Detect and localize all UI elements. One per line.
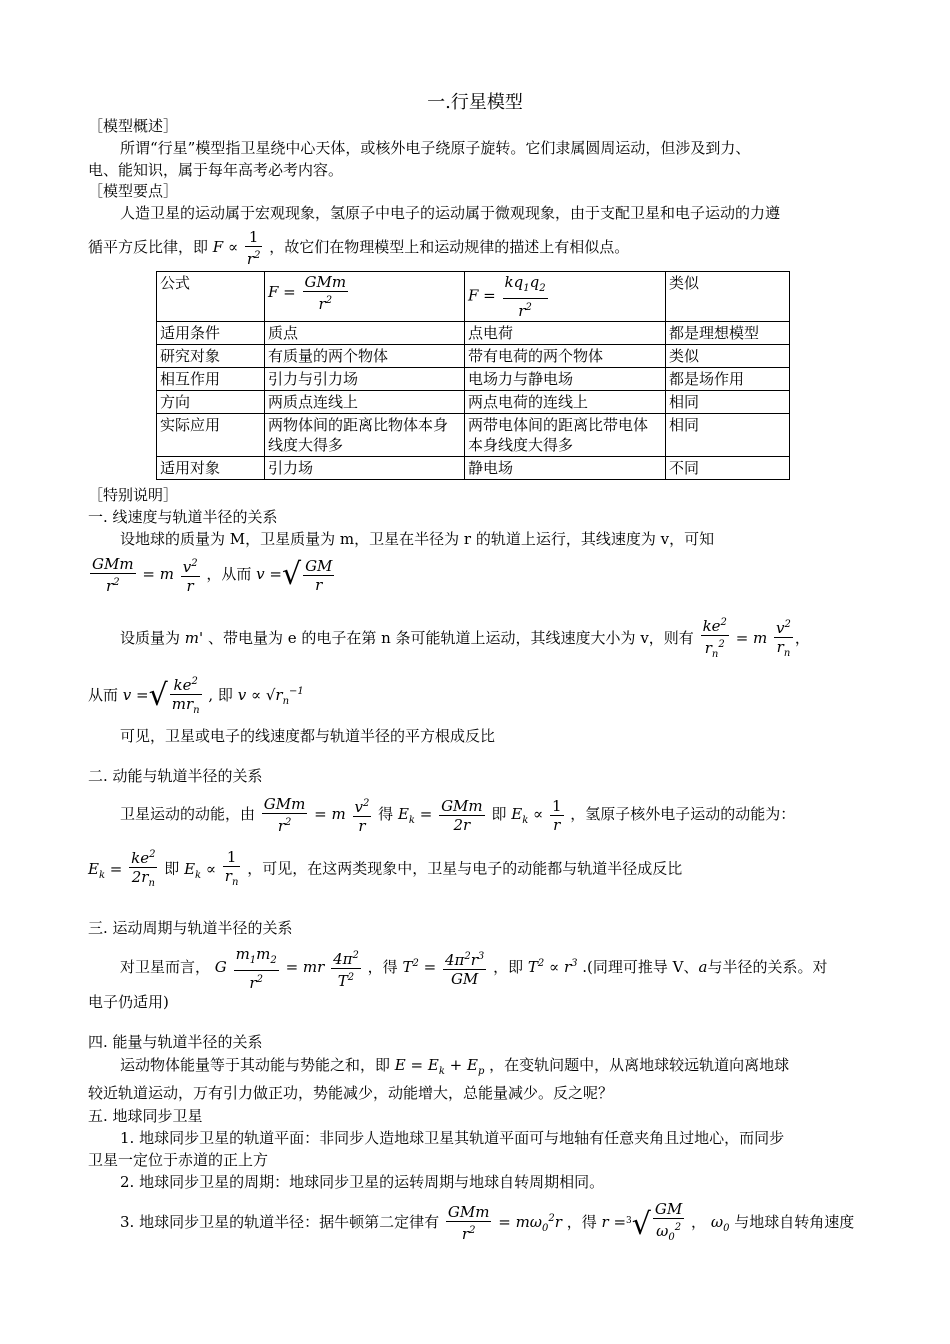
table-row bbox=[157, 414, 790, 457]
s2-line-2: $E_k$ = $\frac{ke^2}{2r_n}$ 即 $E_k$ ∝ $\frac{1}{r_n}$ ，可见，在这两类现象中，卫星与电子的动能都与轨道半径成反比 bbox=[88, 847, 683, 889]
s2-l2b: ，可见，在这两类现象中，卫星与电子的动能都与轨道半径成反比 bbox=[247, 859, 683, 878]
s2-l1d: ，氢原子核外电子运动的动能为： bbox=[570, 805, 796, 823]
s1-line-5: 可见，卫星或电子的线速度都与轨道半径的平方根成反比 bbox=[120, 727, 496, 745]
s2-l1c: 即 bbox=[491, 805, 507, 823]
s3-line-2: 电子仍适用) bbox=[88, 993, 169, 1011]
kp-l2b: ，故它们在物理模型上和运动规律的描述上有相似点。 bbox=[269, 238, 630, 256]
s1-line-3: 设质量为 m' 、带电量为 e 的电子在第 n 条可能轨道上运动，其线速度大小为 v，则有 $\frac{ke^2}{r_n^2}$ = m $\frac{v^2}{r_n}$ ， bbox=[120, 614, 810, 664]
section-2-title: 二. 动能与轨道半径的关系 bbox=[88, 767, 263, 785]
table-cell: 两点电荷的连线上 bbox=[465, 391, 666, 414]
table-cell: 相同 bbox=[666, 414, 790, 457]
table-cell: 方向 bbox=[157, 391, 265, 414]
s3-l1a: 对卫星而言， bbox=[120, 958, 211, 976]
overview-line-2: 电、能知识，属于每年高考必考内容。 bbox=[88, 161, 344, 179]
table-cell: 都是理想模型 bbox=[666, 322, 790, 345]
table-cell: 研究对象 bbox=[157, 345, 265, 368]
special-header: ［特别说明］ bbox=[88, 486, 179, 504]
kp-l2a: 循平方反比律，即 bbox=[88, 238, 209, 256]
s5-l4a: 3. 地球同步卫星的轨道半径：据牛顿第二定律有 bbox=[120, 1213, 440, 1231]
table-cell: 不同 bbox=[666, 457, 790, 480]
table-row bbox=[157, 272, 790, 322]
s3-l1d: .(同理可推导 V、 bbox=[582, 958, 699, 976]
page-title: 一.行星模型 bbox=[427, 92, 523, 113]
table-cell: 质点 bbox=[265, 322, 465, 345]
table-cell: 两质点连线上 bbox=[265, 391, 465, 414]
section-1-title: 一. 线速度与轨道半径的关系 bbox=[88, 508, 278, 526]
table-cell: 类似 bbox=[666, 272, 790, 322]
table-row bbox=[157, 322, 790, 345]
s1-line-4: 从而 v =√ $\frac{ke^2}{mr_n}$ , 即 $v \propto √r_n^{-1}$ bbox=[88, 668, 304, 726]
overview-header: ［模型概述］ bbox=[88, 117, 179, 135]
table-cell: 电场力与静电场 bbox=[465, 368, 666, 391]
table-cell: 静电场 bbox=[465, 457, 666, 480]
s2-l1b: 得 bbox=[378, 805, 394, 823]
table-cell: 有质量的两个物体 bbox=[265, 345, 465, 368]
table-cell: 相互作用 bbox=[157, 368, 265, 391]
s5-l4b: ，得 bbox=[566, 1213, 597, 1231]
table-cell: 两带电体间的距离比带电体本身线度大得多 bbox=[465, 414, 666, 457]
table-cell: 适用对象 bbox=[157, 457, 265, 480]
table-cell: 类似 bbox=[666, 345, 790, 368]
table-cell: 引力与引力场 bbox=[265, 368, 465, 391]
formula-f-prop: F ∝ bbox=[212, 238, 239, 256]
s1-l3a: 设质量为 bbox=[120, 629, 181, 647]
table-row bbox=[157, 457, 790, 480]
s1-l4b: , 即 bbox=[208, 686, 233, 704]
keypoints-header: ［模型要点］ bbox=[88, 182, 179, 200]
s1-line-1: 设地球的质量为 M，卫星质量为 m，卫星在半径为 r 的轨道上运行，其线速度为 v，可知 bbox=[120, 530, 715, 548]
table-cell: 带有电荷的两个物体 bbox=[465, 345, 666, 368]
table-row bbox=[157, 345, 790, 368]
keypoints-line-2 bbox=[88, 228, 629, 268]
overview-line-1: 所谓“行星”模型指卫星绕中心天体，或核外电子绕原子旋转。它们隶属圆周运动，但涉及到力、 bbox=[120, 139, 751, 157]
s3-l1e: 与半径的关系。对 bbox=[707, 958, 828, 976]
s1-l3b: 、带电量为 e 的电子在第 n 条可能轨道上运动，其线速度大小为 v，则有 bbox=[207, 629, 694, 647]
s3-line-1: 对卫星而言， G $\frac{m_1m_2}{r^2}$ = mr $\frac{4\pi^2}{T^2}$ ，得 $T^2$ = $\frac{4\pi^2r^3}{GM}$ ，即 $T^2 \propto r^3$ .(同理可推导 V、a与半径的关系。对 bbox=[120, 944, 828, 992]
table-cell: 实际应用 bbox=[157, 414, 265, 457]
s5-line-4: 3. 地球同步卫星的轨道半径：据牛顿第二定律有 $\frac{\text{GMm}}{r^2}$ = $m\omega_0^2r$ ，得 r =$^3$√ $\frac{GM}{\omega_0^2}$ ， $\omega_0$ 与地球自转角速度 bbox=[120, 1199, 855, 1243]
table-cell: 点电荷 bbox=[465, 322, 666, 345]
s3-l1b: ，得 bbox=[367, 958, 398, 976]
table-row bbox=[157, 391, 790, 414]
s2-line-1: 卫星运动的动能，由 $\frac{\text{GMm}}{r^2}$ = m $\frac{v^2}{r}$ 得 $E_k$ = $\frac{\text{GMm}}{2r}$ 即 $E_k$ ∝ $\frac{1}{r}$ ，氢原子核外电子运动的动能为： bbox=[120, 795, 796, 835]
table-cell: 都是场作用 bbox=[666, 368, 790, 391]
s1-line-2: $\frac{\text{GMm}}{r^2}$ = m $\frac{v^2}{r}$ ，从而 v =√ $\frac{GM}{r}$ bbox=[92, 555, 333, 595]
section-3-title: 三. 运动周期与轨道半径的关系 bbox=[88, 919, 293, 937]
s1-l2: ，从而 bbox=[206, 565, 252, 583]
s5-l4d: 与地球自转角速度 bbox=[734, 1213, 855, 1231]
table-cell-coulomb-formula: F = $\frac{kq_1q_2}{r^2}$ bbox=[465, 272, 666, 322]
table-row bbox=[157, 368, 790, 391]
s1-l4a: 从而 bbox=[88, 686, 119, 704]
s2-l2a: 即 bbox=[164, 859, 180, 878]
comparison-table bbox=[156, 271, 790, 480]
section-4-title: 四. 能量与轨道半径的关系 bbox=[88, 1033, 263, 1051]
s4-line-1: 运动物体能量等于其动能与势能之和，即 $E = E_k + E_p$ ，在变轨问题中，从离地球较远轨道向离地球 bbox=[120, 1056, 790, 1077]
section-5-title: 五. 地球同步卫星 bbox=[88, 1107, 203, 1125]
table-cell: 两物体间的距离比物体本身线度大得多 bbox=[265, 414, 465, 457]
s4-line-2: 较近轨道运动，万有引力做正功，势能减少，动能增大，总能量减少。反之呢？ bbox=[88, 1084, 614, 1102]
s2-l1a: 卫星运动的动能，由 bbox=[120, 805, 256, 823]
s3-l1c: ，即 bbox=[493, 958, 524, 976]
table-cell: 相同 bbox=[666, 391, 790, 414]
s5-line-3: 2. 地球同步卫星的周期：地球同步卫星的运转周期与地球自转周期相同。 bbox=[120, 1173, 605, 1191]
formula-inv-r2: $\frac{1}{r^2}$ bbox=[246, 228, 261, 268]
s5-line-1: 1. 地球同步卫星的轨道平面：非同步人造地球卫星其轨道平面可与地轴有任意夹角且过地心，而同步 bbox=[120, 1129, 785, 1147]
keypoints-line-1: 人造卫星的运动属于宏观现象，氢原子中电子的运动属于微观现象，由于支配卫星和电子运动的力遵 bbox=[120, 204, 781, 222]
table-cell-gravity-formula: F = $\frac{\text{GMm}}{r^2}$ bbox=[265, 272, 465, 322]
s4-l1a: 运动物体能量等于其动能与势能之和，即 bbox=[120, 1056, 391, 1074]
table-cell: 适用条件 bbox=[157, 322, 265, 345]
table-cell: 公式 bbox=[157, 272, 265, 322]
s5-line-2: 卫星一定位于赤道的正上方 bbox=[88, 1151, 269, 1169]
s4-l1b: ，在变轨问题中，从离地球较远轨道向离地球 bbox=[489, 1056, 790, 1074]
s5-l4c: ， bbox=[691, 1213, 707, 1231]
table-cell: 引力场 bbox=[265, 457, 465, 480]
